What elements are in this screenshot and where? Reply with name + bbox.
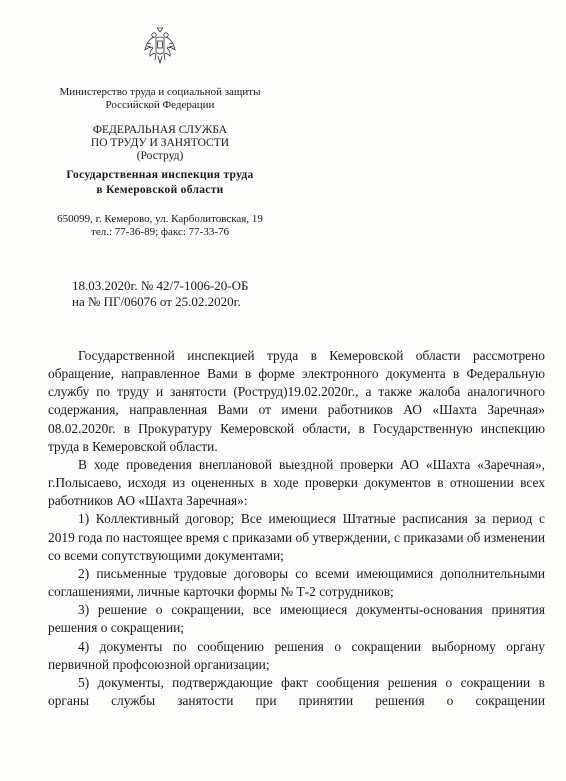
ministry-name: Министерство труда и социальной защиты Российской Федерации: [59, 86, 261, 111]
body-paragraph: 3) решение о сокращении, все имеющиеся документы-основания принятия решения о сокращении;: [48, 602, 545, 636]
body-paragraph: 4) документы по сообщению решения о сокращении выборному органу первичной профсоюзной организации;: [48, 638, 545, 672]
body-paragraph: 2) письменные трудовые договоры со всеми имеющимися дополнительными соглашениями, личные карточки формы № Т-2 сотрудников;: [48, 565, 545, 600]
body-paragraph: 5) документы, подтверждающие факт сообщения решения о сокращении в органы службы занятости при принятии решения о сокращении: [48, 674, 545, 708]
body-paragraph: В ходе проведения внеплановой выездной проверки АО «Шахта «Заречная», г.Полысаево, исходя из оцененных в ходе проверки документов в отношении всех работников АО «Шахта Заречная»:: [48, 456, 545, 509]
federal-service-name: ФЕДЕРАЛЬНАЯ СЛУЖБА ПО ТРУДУ И ЗАНЯТОСТИ (Роструд): [90, 124, 230, 162]
body-paragraph: Государственной инспекцией труда в Кемеровской области рассмотрено обращение, направленное Вами в форме электронного документа в Федеральную службу по труду и занятости (Роструд)19.02.2020г., а также жалоба аналогичного содержания, направленная Вами от имени работников АО «Шахта Заречная» 08.02.2020г. в Прокуратуру Кемеровской области, в Государственную инспекцию труда в Кемеровской области.: [48, 348, 545, 454]
coat-of-arms-icon: [143, 26, 177, 66]
outgoing-number: 18.03.2020г. № 42/7-1006-20-ОБ: [72, 278, 249, 293]
incoming-number: на № ПГ/06076 от 25.02.2020г.: [72, 294, 241, 309]
letter-body: [48, 347, 545, 710]
document-reference: [72, 278, 248, 310]
body-paragraph: 1) Коллективный договор; Все имеющиеся Штатные расписания за период с 2019 года по настоящее время с приказами об утверждении, с приказами об изменении со всеми сопутствующими документами;: [48, 511, 545, 563]
inspection-name: Государственная инспекция труда в Кемеровской области: [66, 169, 254, 196]
inspection-address: 650099, г. Кемерово, ул. Карболитовская, 19 тел.: 77-36-89; факс: 77-33-76: [57, 213, 263, 238]
